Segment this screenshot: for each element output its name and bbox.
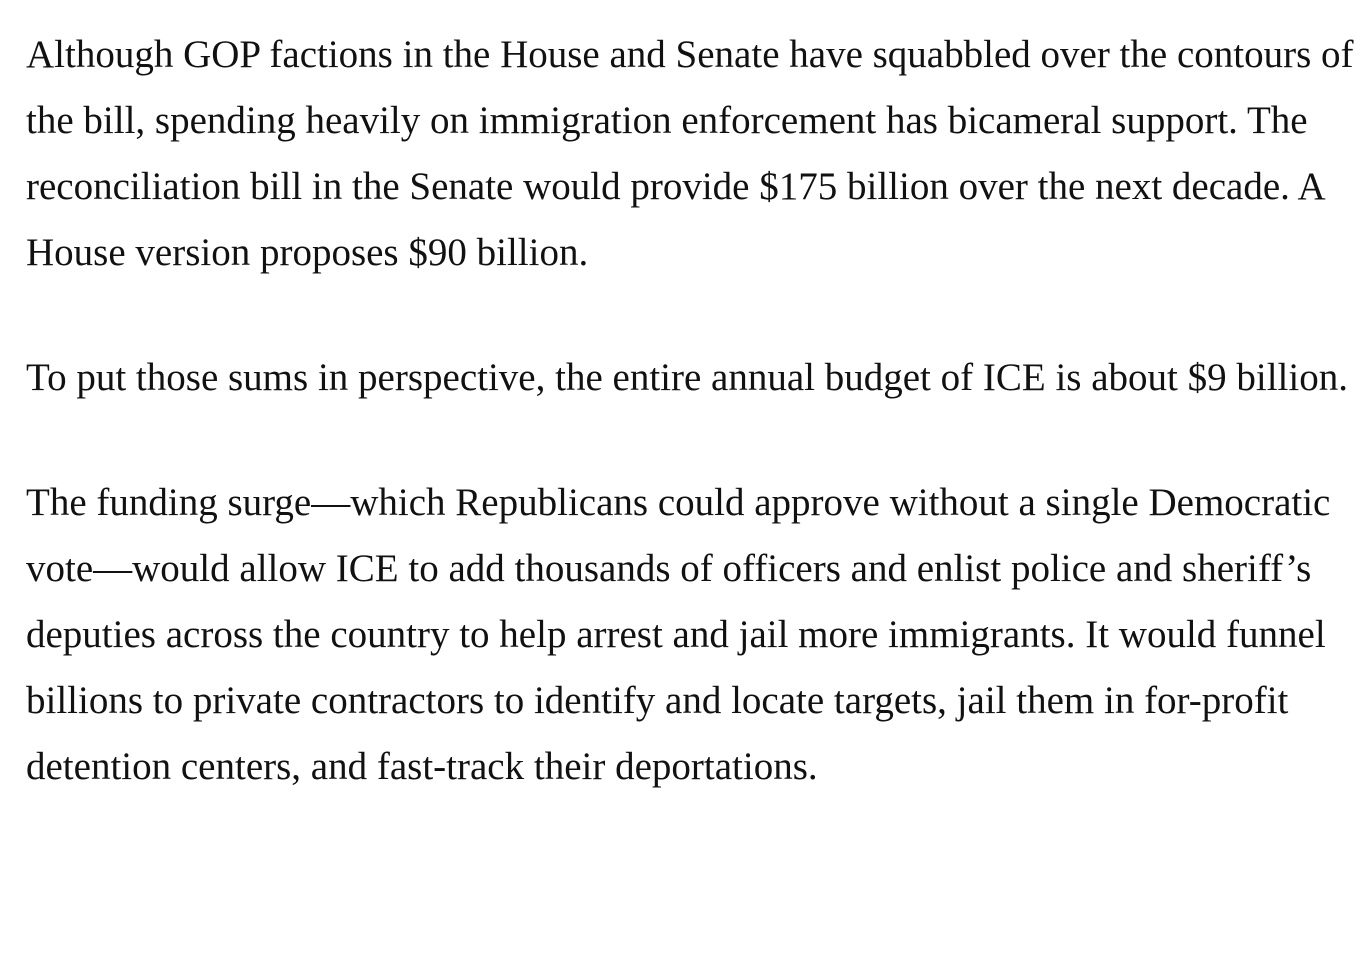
paragraph-funding-surge: The funding surge—which Republicans could approve without a single Democratic vote—would allow ICE to add thousands of officers and enlist police and sheriff’s deputies across the country to help arrest and jail more immigrants. It would funnel billions to private contractors to identify and locate targets, jail them in for-profit detention centers, and fast-track their deportations. (26, 481, 1331, 788)
article-body (26, 22, 1356, 800)
paragraph-ice-budget: To put those sums in perspective, the entire annual budget of ICE is about $9 billion. (26, 356, 1348, 399)
paragraph-funding-overview: Although GOP factions in the House and Senate have squabbled over the contours of the bill, spending heavily on immigration enforcement has bicameral support. The reconciliation bill in the Senate would provide $175 billion over the next decade. A House version proposes $90 billion. (26, 33, 1354, 274)
